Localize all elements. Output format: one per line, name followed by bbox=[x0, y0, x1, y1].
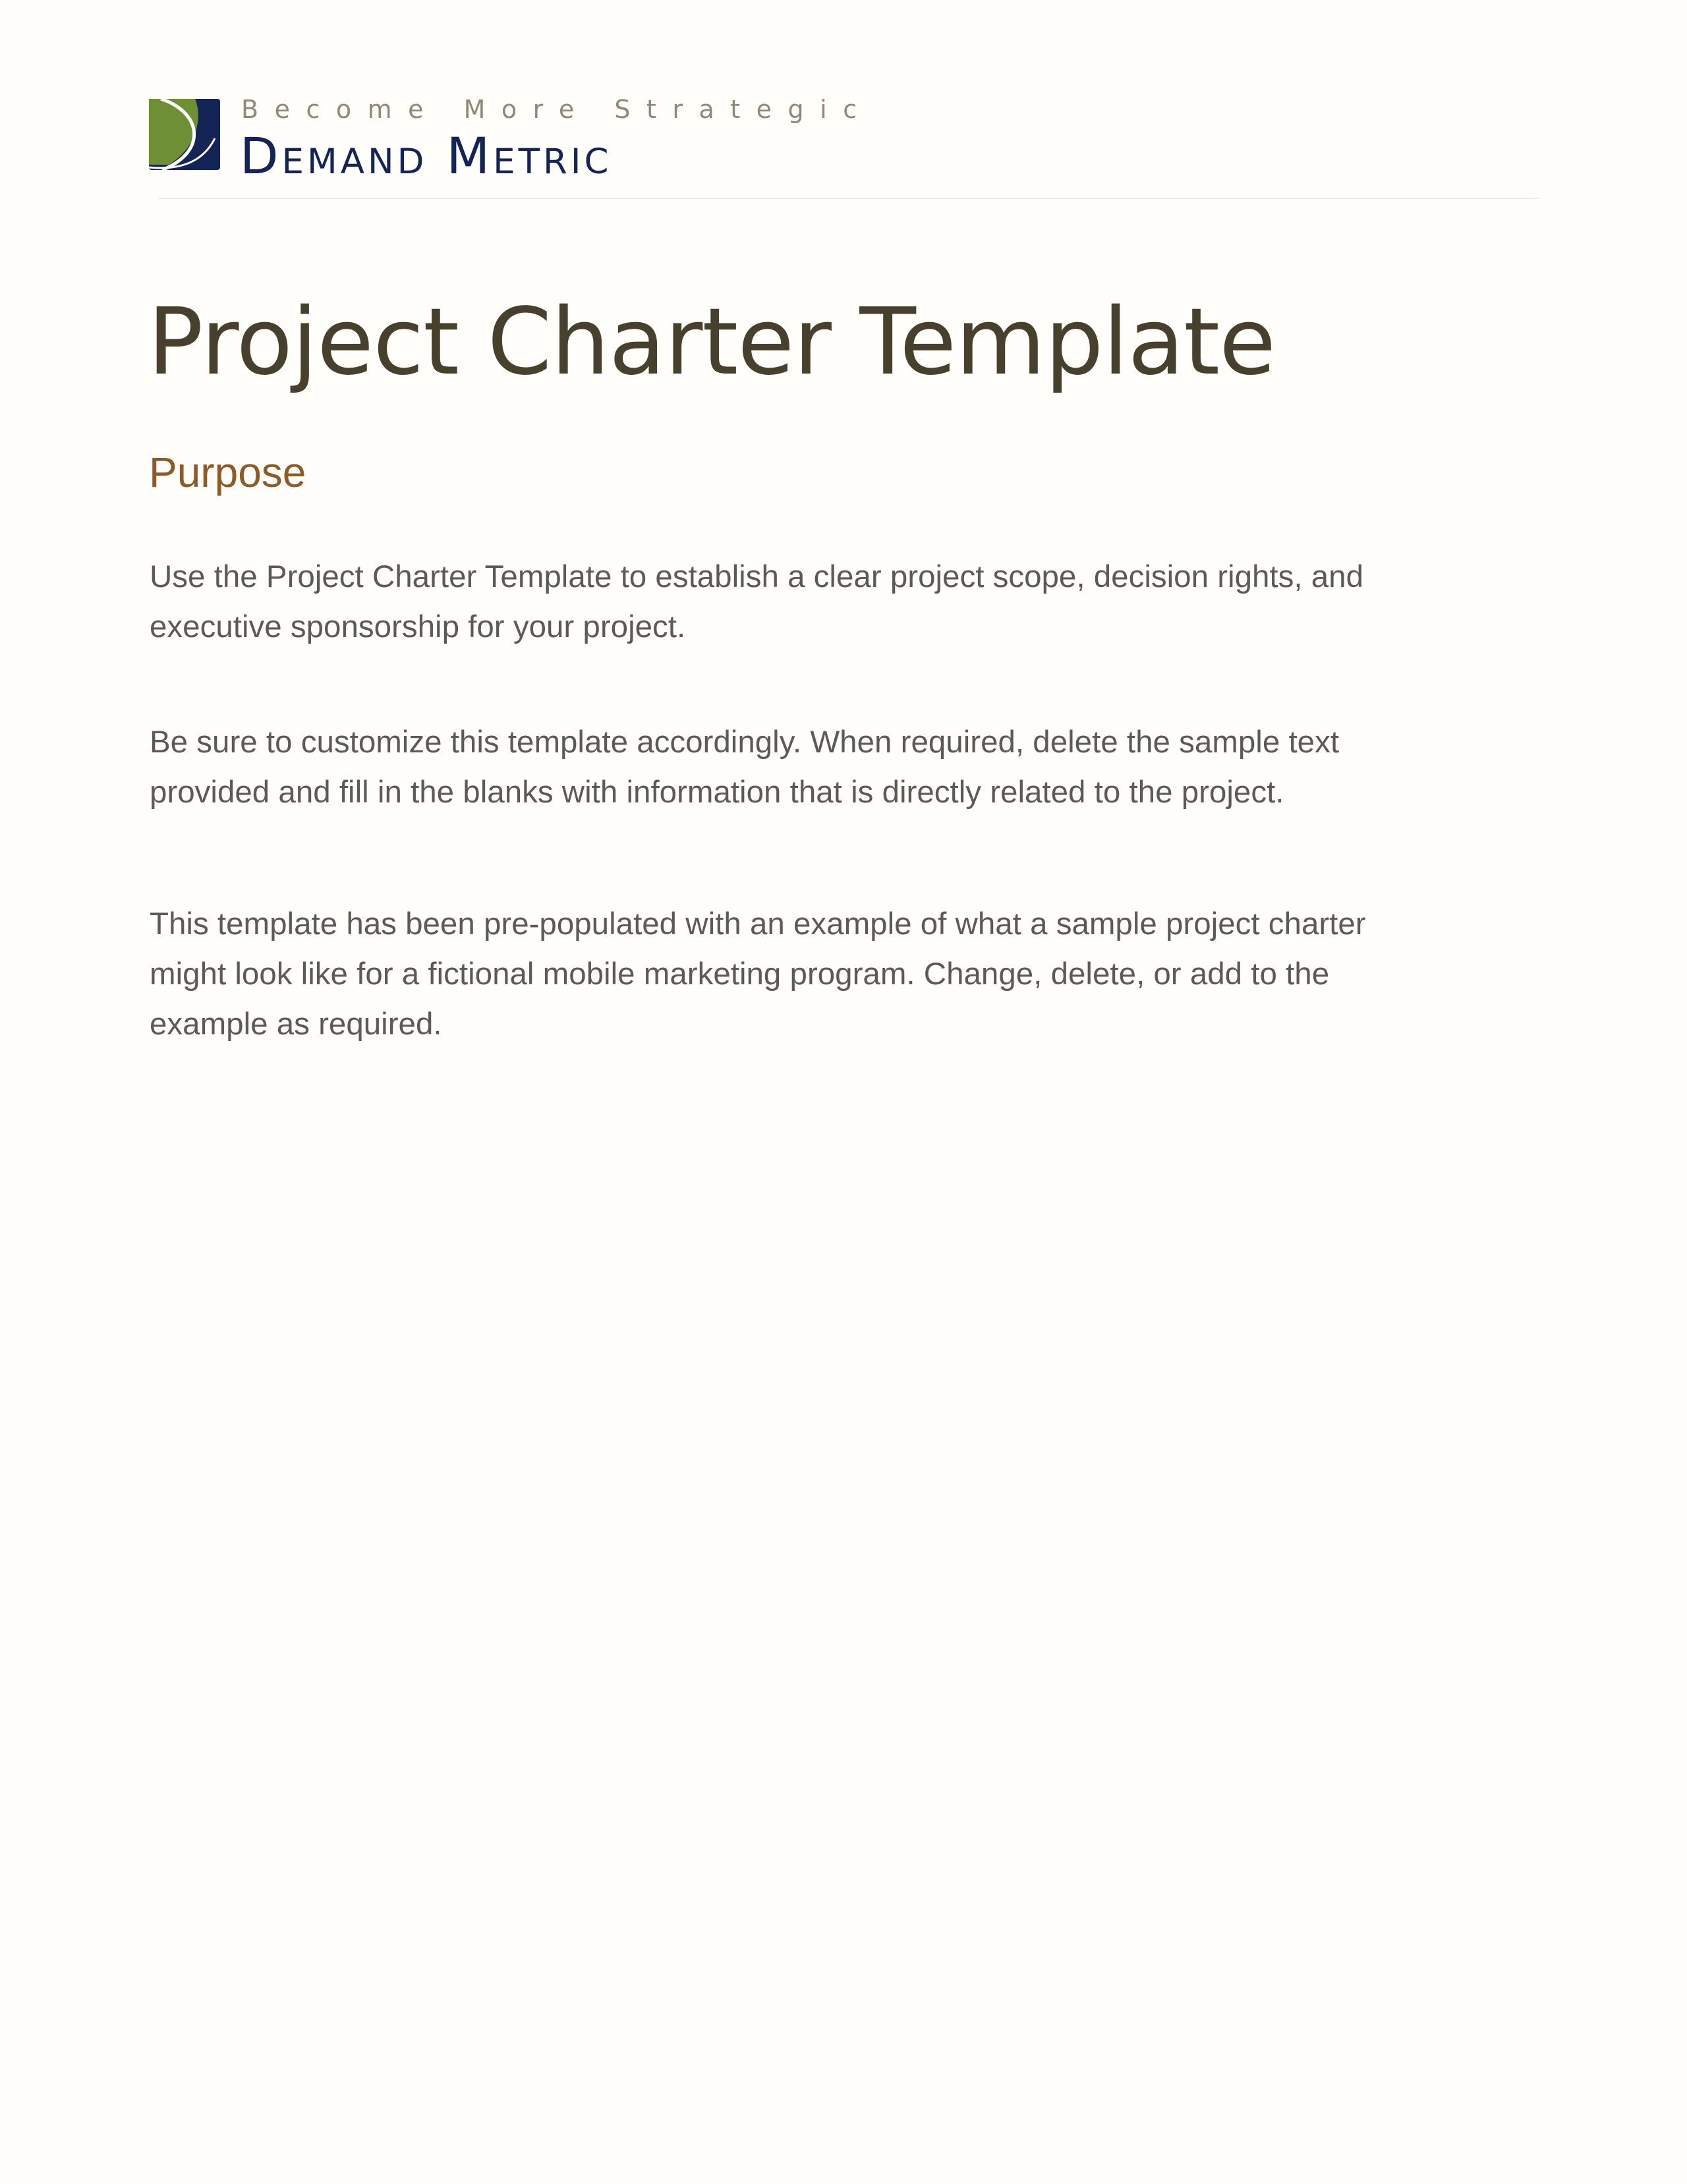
paragraph-line: Be sure to customize this template accordingly. When required, delete the sample text bbox=[150, 725, 1340, 760]
logo-tagline: Become More Strategic bbox=[241, 95, 873, 124]
section-heading-purpose: Purpose bbox=[149, 449, 306, 496]
paragraph-line: executive sponsorship for your project. bbox=[150, 609, 686, 644]
logo-brand-name: Demand Metric bbox=[240, 126, 612, 185]
paragraph-3 bbox=[150, 899, 1366, 1050]
paragraph-line: This template has been pre-populated with an example of what a sample project charter bbox=[150, 907, 1366, 941]
paragraph-line: example as required. bbox=[150, 1007, 442, 1042]
paragraph-2 bbox=[150, 717, 1339, 818]
demand-metric-logo-icon bbox=[149, 99, 220, 170]
paragraph-line: might look like for a fictional mobile marketing program. Change, delete, or add to the bbox=[150, 957, 1330, 992]
page-title: Project Charter Template bbox=[148, 289, 1276, 396]
paragraph-line: Use the Project Charter Template to establish a clear project scope, decision rights, and bbox=[150, 559, 1364, 594]
paragraph-1 bbox=[150, 552, 1363, 652]
paragraph-line: provided and fill in the blanks with information that is directly related to the project. bbox=[150, 775, 1284, 810]
header-divider bbox=[158, 198, 1539, 199]
